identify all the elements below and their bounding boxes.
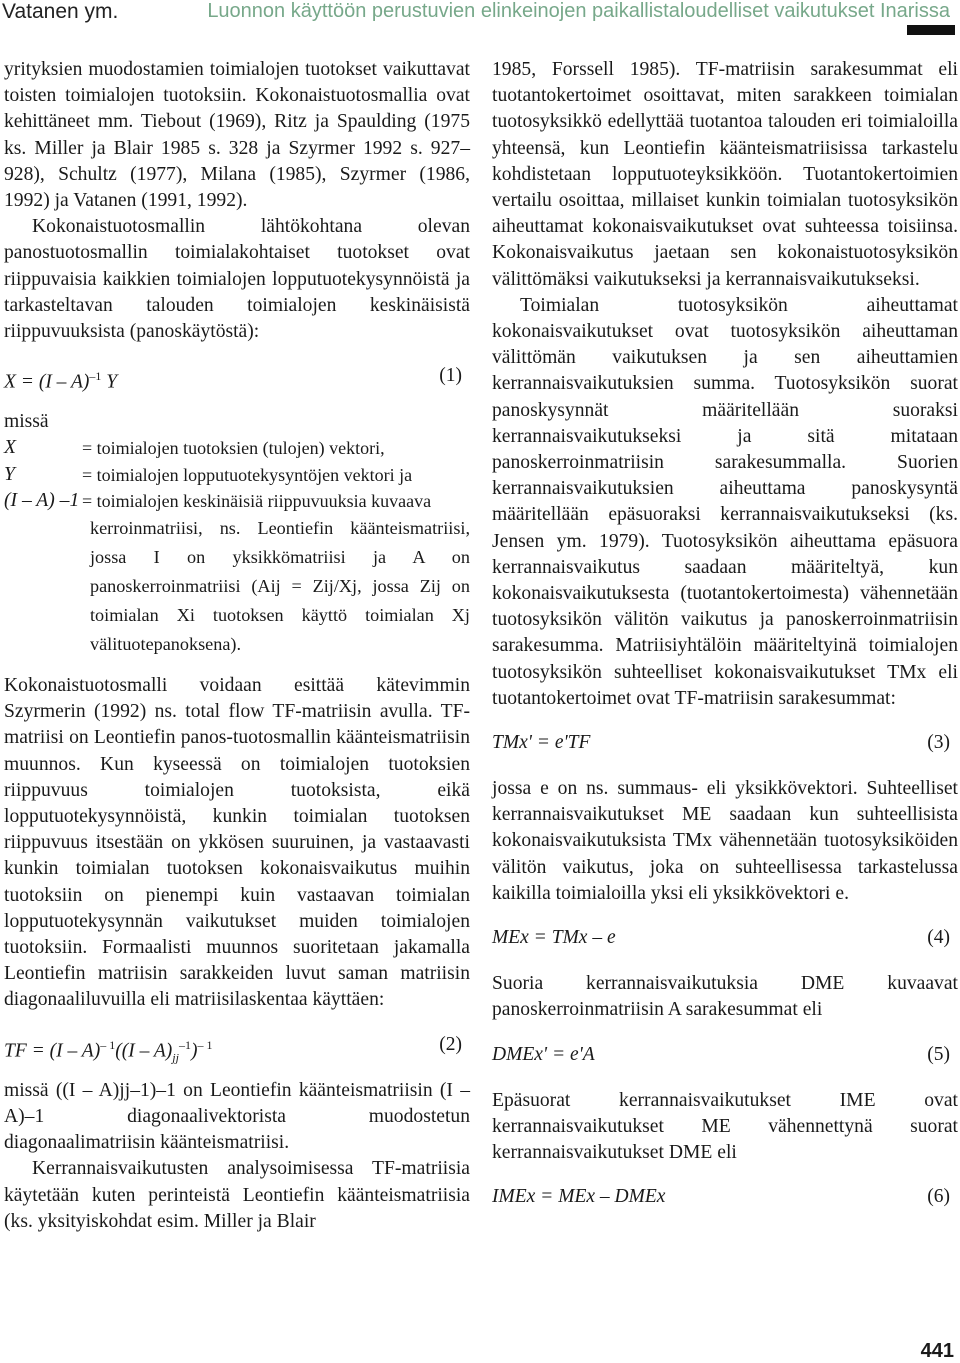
definitions-intro: missä xyxy=(4,411,49,433)
equation-5-expression: DMEx' = e'A xyxy=(492,1043,595,1065)
equation-5-number: (5) xyxy=(927,1043,950,1065)
definition-text: = toimialojen tuotoksien (tulojen) vektori, xyxy=(82,438,385,459)
equation-2-number: (2) xyxy=(439,1033,462,1055)
paragraph-column-sums: 1985, Forssell 1985). TF-matriisin sarakesummat eli tuotantokertoimet osoittavat, miten sarakkeen toimialan tuotosyksikkö edellyttää tuotantoa talouden eri toimialoilla yhteensä, kun Leontiefin käänteismatriisissa tarkastelu kohdistetaan lopputuoteyksikköön. Tuotantokertoimien vertailu osoittaa, millaiset kunkin toimialan tuotosyksikön aiheuttamat kokonaisvaikutukset ovat suhteessa toisiinsa. Kokonaisvaikutus jaetaan sen kokonaistuotosyksikön välittömäksi vaikutukseksi ja kerrannaisvaikutukseksi. xyxy=(492,59,958,290)
header-bar-decoration xyxy=(907,25,955,35)
equation-5 xyxy=(492,1032,958,1078)
left-column xyxy=(4,57,470,1235)
paragraph-intro: yrityksien muodostamien toimialojen tuotokset vaikuttavat toisten toimialojen tuotoksiin. Kokonaistuotosmallia ovat kehittäneet mm. Tiebout (1969), Ritz ja Spaulding (1975 ks. Miller ja Blair 1985 s. 328 ja Szyrmer 1992 s. 927–928), Schultz (1977), Milana (1985), Szyrmer (1986, 1992) ja Vatanen (1991, 1992). xyxy=(4,59,470,212)
equation-4-expression: MEx = TMx – e xyxy=(492,927,616,949)
page-number: 441 xyxy=(920,1340,954,1362)
equation-2 xyxy=(4,1022,470,1068)
right-column xyxy=(492,57,958,1230)
equation-1-number: (1) xyxy=(439,365,462,387)
definition-symbol: Y xyxy=(4,463,15,485)
definition-symbol: X xyxy=(4,437,16,459)
equation-4 xyxy=(492,915,958,961)
definition-row xyxy=(4,462,470,488)
equation-6 xyxy=(492,1174,958,1220)
definition-text: = toimialojen lopputuotekysyntöjen vektori ja xyxy=(82,464,413,485)
equation-3-expression: TMx' = e'TF xyxy=(492,732,591,754)
equation-2-expression: TF = $(I - A)^{- 1}((I - A)_{jj}^{-1})^{- 1}$ xyxy=(4,1037,213,1065)
definition-row xyxy=(4,435,470,461)
definitions xyxy=(4,409,470,659)
equation-1-expression: X = (I – A)$^{-1}$ Y xyxy=(4,369,118,393)
definition-symbol: (I – A) –1 xyxy=(4,489,80,511)
paragraph-direct-multipliers: Suoria kerrannaisvaikutuksia DME kuvaavat panoskerroinmatriisin A sarakesummat eli xyxy=(492,973,958,1021)
definition-text: = toimialojen keskinäisiä riippuvuuksia kuvaava xyxy=(82,490,432,511)
definition-row xyxy=(4,488,470,514)
equation-6-expression: IMEx = MEx – DMEx xyxy=(492,1186,666,1208)
paragraph-indirect-multipliers: Epäsuorat kerrannaisvaikutukset IME ovat kerrannaisvaikutukset ME vähennettynä suorat kerrannaisvaikutukset DME eli xyxy=(492,1089,958,1163)
page-header xyxy=(0,0,960,40)
paragraph-total-flow: Kokonaistuotosmalli voidaan esittää kätevimmin Szyrmerin (1992) ns. total flow TF-matriisin avulla. TF-matriisi on Leontiefin panos-tuotosmallin käänteismatriisin muunnos. Kun kyseessä on toimialojen tuotoksien riippuvuus toimialojen tuotoksista, eikä lopputuotekysynnöistä, kunkin toimialan tuotoksen riippuvuus itsestään on ykkösen suuruinen, ja vastaavasti kunkin toimialan tuotoksen kokonaisvaikutus muihin tuotoksiin on pienempi kuin vastaavan toimialan lopputuotekysynnän vaikutukset muiden toimialojen tuotoksiin. Formaalisti muunnos suoritetaan jakamalla Leontiefin matriisin sarakkeiden luvut saman matriisin diagonaaliluvuilla eli matriisilaskentaa käyttäen: xyxy=(4,675,470,1011)
definition-continuation: kerroinmatriisi, ns. Leontiefin käänteismatriisi, jossa I on yksikkömatriisi ja A on panoskerroinmatriisi (Aij = Zij/Xj, jossa Zij on toimialan Xi tuotoksen käyttö toimialan Xj välituotepanoksena). xyxy=(90,518,470,655)
paragraph-total-effects: Toimialan tuotosyksikön aiheuttamat kokonaisvaikutukset ovat tuotosyksikön aiheuttaman välittömän vaikutuksen ja sen aiheuttamien kerrannaisvaikutuksien summa. Tuotosyksikön suorat panoskysynnät määritellään suoraksi kerrannaisvaikutukseksi ja sitä mitataan panoskerroinmatriisin sarakesummalla. Suorien kerrannaisvaikutuksien aiheuttama panoskysyntä määritellään epäsuoraksi kerrannaisvaikutukseksi (ks. Jensen ym. 1979). Tuotosyksikön aiheuttama epäsuora kerrannaisvaikutus saadaan määriteltyä, kun kokonaisvaikutuksesta (tuotantokertoimesta) vähennetään tuotosyksikön välitön vaikutus ja panoskerroinmatriisin sarakesumma. Matriisiyhtälöin määriteltyinä toimialojen tuotosyksikön suhteelliset kokonaisvaikutukset TMx eli tuotantokertoimet ovat TF-matriisin sarakesummat: xyxy=(492,294,958,709)
equation-3-number: (3) xyxy=(927,732,950,754)
equation-6-number: (6) xyxy=(927,1186,950,1208)
header-title: Luonnon käyttöön perustuvien elinkeinojen paikallistaloudelliset vaikutukset Inarissa xyxy=(207,0,950,22)
paragraph-diagonal: missä ((I – A)jj–1)–1 on Leontiefin käänteismatriisin (I – A)–1 diagonaalivektorista muodostetun diagonaalimatriisin käänteismatriisi. xyxy=(4,1079,470,1154)
paragraph-model-basis: Kokonaistuotosmallin lähtökohtana olevan panostuotosmallin toimialakohtaiset tuotokset ovat riippuvaisia kaikkien toimialojen lopputuotekysynnöistä ja tarkasteltavan talouden toimialojen keskinäisistä riippuvuuksista (panoskäytöstä): xyxy=(4,216,470,343)
header-authors: Vatanen ym. xyxy=(2,0,119,23)
paragraph-multiplier: Kerrannaisvaikutusten analysoimisessa TF-matriisia käytetään kuten perinteistä Leontiefin käänteismatriisia (ks. yksityiskohdat esim. Miller ja Blair xyxy=(4,1158,470,1232)
paragraph-summation-vector: jossa e on ns. summaus- eli yksikkövektori. Suhteelliset kerrannaisvaikutukset ME saadaan kun suhteellisista kokonaisvaikutuksista TMx vähennetään tuotosyksiköiden välitön vaikutus, joka on suhteellisessa tarkastelussa kaikilla toimialoilla yksi eli yksikkövektori e. xyxy=(492,778,958,904)
equation-3 xyxy=(492,720,958,766)
equation-1 xyxy=(4,353,470,399)
equation-4-number: (4) xyxy=(927,927,950,949)
